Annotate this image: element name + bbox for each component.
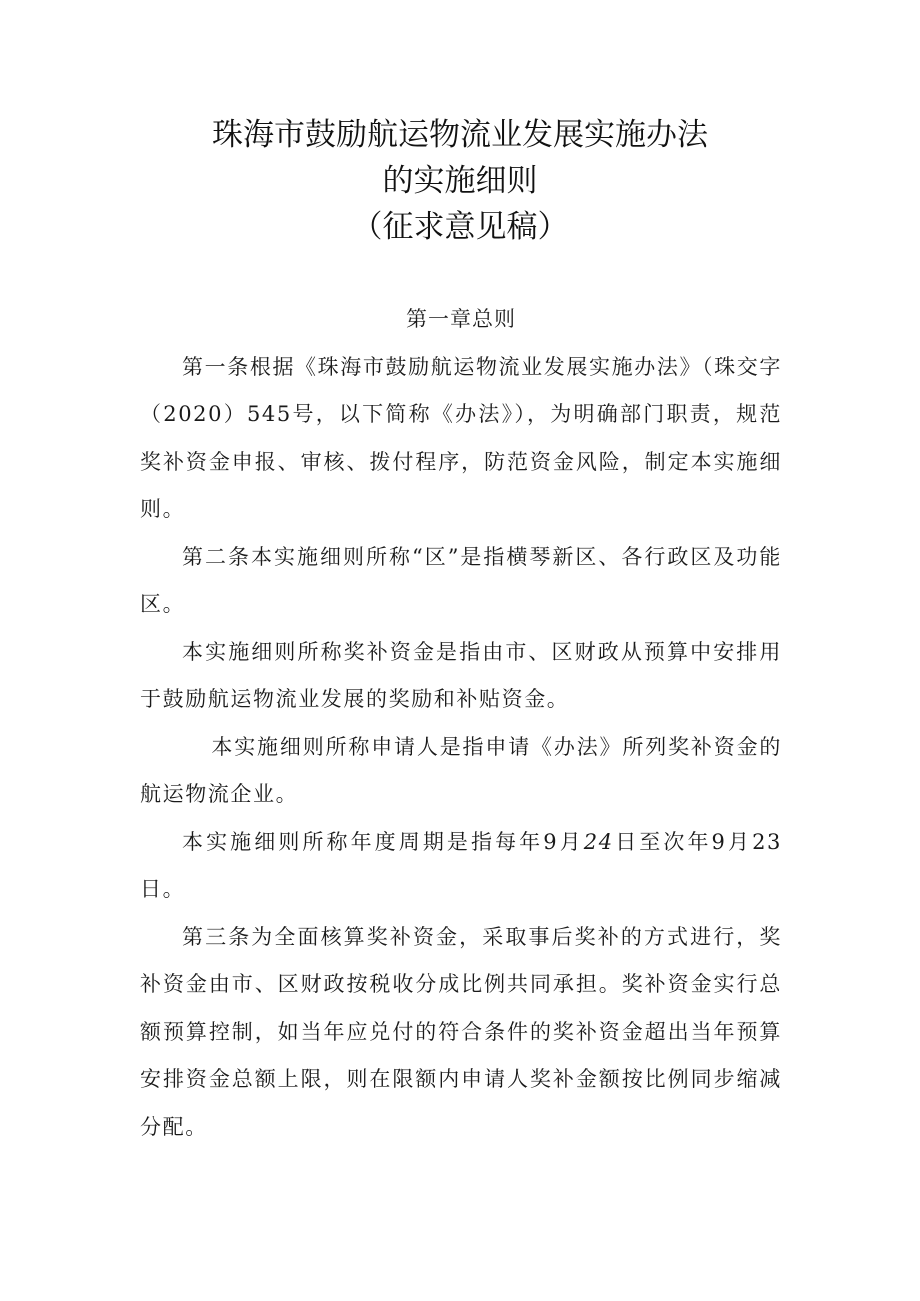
applicant-definition: 本实施细则所称申请人是指申请《办法》所列奖补资金的航运物流企业。 bbox=[140, 734, 782, 806]
title-line-3: （征求意见稿） bbox=[351, 209, 569, 245]
period-day-italic: 24 bbox=[583, 829, 614, 854]
period-text-before: 本实施细则所称年度周期是指每年9月 bbox=[182, 829, 584, 854]
article-three: 第三条为全面核算奖补资金，采取事后奖补的方式进行，奖补资金由市、区财政按税收分成比例共同承担。奖补资金实行总额预算控制，如当年应兑付的符合条件的奖补资金超出当年预算安排资金总额上限，则在限额内申请人奖补金额按比例同步缩减分配。 bbox=[140, 924, 782, 1139]
period-text-after: 日至次年9月23日。 bbox=[140, 829, 782, 901]
title-line-1: 珠海市鼓励航运物流业发展实施办法 bbox=[212, 117, 708, 153]
chapter-heading: 第一章总则 bbox=[406, 307, 516, 331]
annual-period-definition bbox=[140, 819, 782, 914]
subsidy-definition: 本实施细则所称奖补资金是指由市、区财政从预算中安排用于鼓励航运物流业发展的奖励和补贴资金。 bbox=[140, 639, 782, 711]
article-one: 第一条根据《珠海市鼓励航运物流业发展实施办法》（珠交字（2020）545号，以下简称《办法》），为明确部门职责，规范奖补资金申报、审核、拨付程序，防范资金风险，制定本实施细则。 bbox=[140, 354, 782, 521]
document-body bbox=[140, 296, 782, 1151]
title-line-2: 的实施细则 bbox=[382, 163, 538, 199]
article-two: 第二条本实施细则所称“区”是指横琴新区、各行政区及功能区。 bbox=[140, 544, 782, 616]
document-title bbox=[0, 112, 920, 250]
